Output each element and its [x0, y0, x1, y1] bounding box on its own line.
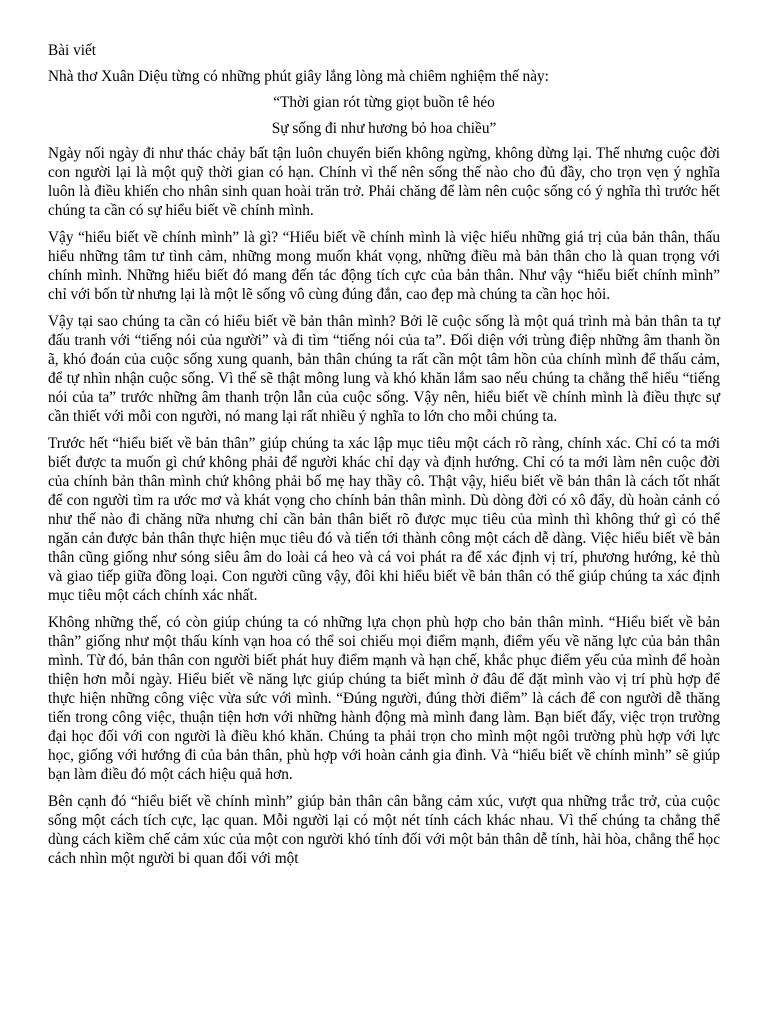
poem-line: “Thời gian rót từng giọt buồn tê héo	[273, 94, 495, 111]
paragraph: Trước hết “hiểu biết về bản thân” giúp chúng ta xác lập mục tiêu một cách rõ ràng, chính xác. Chỉ có ta mới biết được ta muốn gì chứ không phải để người khác chỉ dạy và định hướng. Chỉ có ta mới làm nên cuộc đời của chính bản thân mình chứ không phải bố mẹ hay thầy cô. Thật vậy, hiểu biết về bản thân là cách tốt nhất để con người tìm ra ước mơ và khát vọng cho chính bản thân mình. Dù dòng đời có xô đẩy, dù hoàn cảnh có như thế nào đi chăng nữa nhưng chỉ cần bản thân biết rõ được mục tiêu của mình thì không thứ gì có thể ngăn cản được bản thân thực hiện mục tiêu đó và tiến tới thành công một cách dễ dàng. Việc hiểu biết về bản thân cũng giống như sóng siêu âm do loài cá heo và cá voi phát ra để xác định vị trí, phương hướng, kẻ thù và giao tiếp giữa đồng loại. Con người cũng vậy, đôi khi hiểu biết về bản thân có thể giúp chúng ta xác định mục tiêu một cách chính xác nhất.	[48, 435, 720, 604]
paragraph: Vậy “hiểu biết về chính mình” là gì? “Hiểu biết về chính mình là việc hiểu những giá trị của bản thân, thấu hiểu những tâm tư tình cảm, những mong muốn khát vọng, những điều mà bản thân cho là quan trọng với chính mình. Những hiểu biết đó mang đến tác động tích cực của bản thân. Như vậy “hiểu biết chính mình” chỉ với bốn từ nhưng lại là một lẽ sống vô cùng đúng đắn, cao đẹp mà chúng ta cần học hỏi.	[48, 229, 720, 303]
paragraph: Bên cạnh đó “hiểu biết về chính mình” giúp bản thân cân bằng cảm xúc, vượt qua những trắc trở, của cuộc sống một cách tích cực, lạc quan. Mỗi người lại có một nét tính cách khác nhau. Vì thế chúng ta chẳng thể dùng cách kiềm chế cảm xúc của một con người khó tính đối với một bản thân dễ tính, hài hòa, chẳng thể học cách nhìn một người bi quan đối với một	[48, 793, 720, 867]
poem-line: Sự sống đi như hương bỏ hoa chiều”	[271, 120, 497, 137]
document-heading: Bài viết	[48, 42, 97, 59]
paragraph: Ngày nối ngày đi như thác chảy bất tận luôn chuyển biến không ngừng, không dừng lại. Thế nhưng cuộc đời con người lại là một quỹ thời gian có hạn. Chính vì thế nên sống thế nào cho đủ đầy, cho trọn vẹn ý nghĩa luôn là điều khiến cho nhân sinh quan hoài trăn trở. Phải chăng để làm nên cuộc sống có ý nghĩa thì trước hết chúng ta cần có sự hiểu biết về chính mình.	[48, 145, 720, 219]
paragraph: Không những thế, có còn giúp chúng ta có những lựa chọn phù hợp cho bản thân mình. “Hiểu biết về bản thân” giống như một thấu kính vạn hoa có thể soi chiếu mọi điểm mạnh, điểm yếu về năng lực của bản thân mình. Từ đó, bản thân con người biết phát huy điểm mạnh và hạn chế, khắc phục điểm yếu của mình để hoàn thiện hơn mỗi ngày. Hiểu biết về năng lực giúp chúng ta biết mình ở đâu để đặt mình vào vị trí phù hợp để thực hiện những công việc vừa sức với mình. “Đúng người, đúng thời điểm” là cách để con người dễ thăng tiến trong công việc, thuận tiện hơn với những hành động mà mình đang làm. Bạn biết đấy, việc trọn trường đại học đối với con người là điều khó khăn. Chúng ta phải trọn cho mình một ngôi trường phù hợp với lực học, giống với hướng đi của bản thân, phù hợp với hoàn cảnh gia đình. Và “hiểu biết về chính mình” sẽ giúp bạn làm điều đó một cách hiệu quả hơn.	[48, 614, 720, 783]
intro-line: Nhà thơ Xuân Diệu từng có những phút giây lắng lòng mà chiêm nghiệm thế này:	[48, 68, 549, 85]
paragraph: Vậy tại sao chúng ta cần có hiểu biết về bản thân mình? Bởi lẽ cuộc sống là một quá trình mà bản thân ta tự đấu tranh với “tiếng nói của người” và đi tìm “tiếng nói của ta”. Đối diện với trùng điệp những âm thanh ồn ã, khó đoán của cuộc sống xung quanh, bản thân chúng ta rất cần một tâm hồn của chính mình để thấu cảm, để tự nhìn nhận cuộc sống. Vì thế sẽ thật mông lung và khó khăn lắm sao nếu chúng ta chẳng thể hiểu “tiếng nói của ta” trước những âm thanh trộn lẫn của cuộc sống. Vậy nên, hiểu biết về chính mình là điều thực sự cần thiết với mỗi con người, nó mang lại rất nhiều ý nghĩa to lớn cho mỗi chúng ta.	[48, 313, 720, 425]
